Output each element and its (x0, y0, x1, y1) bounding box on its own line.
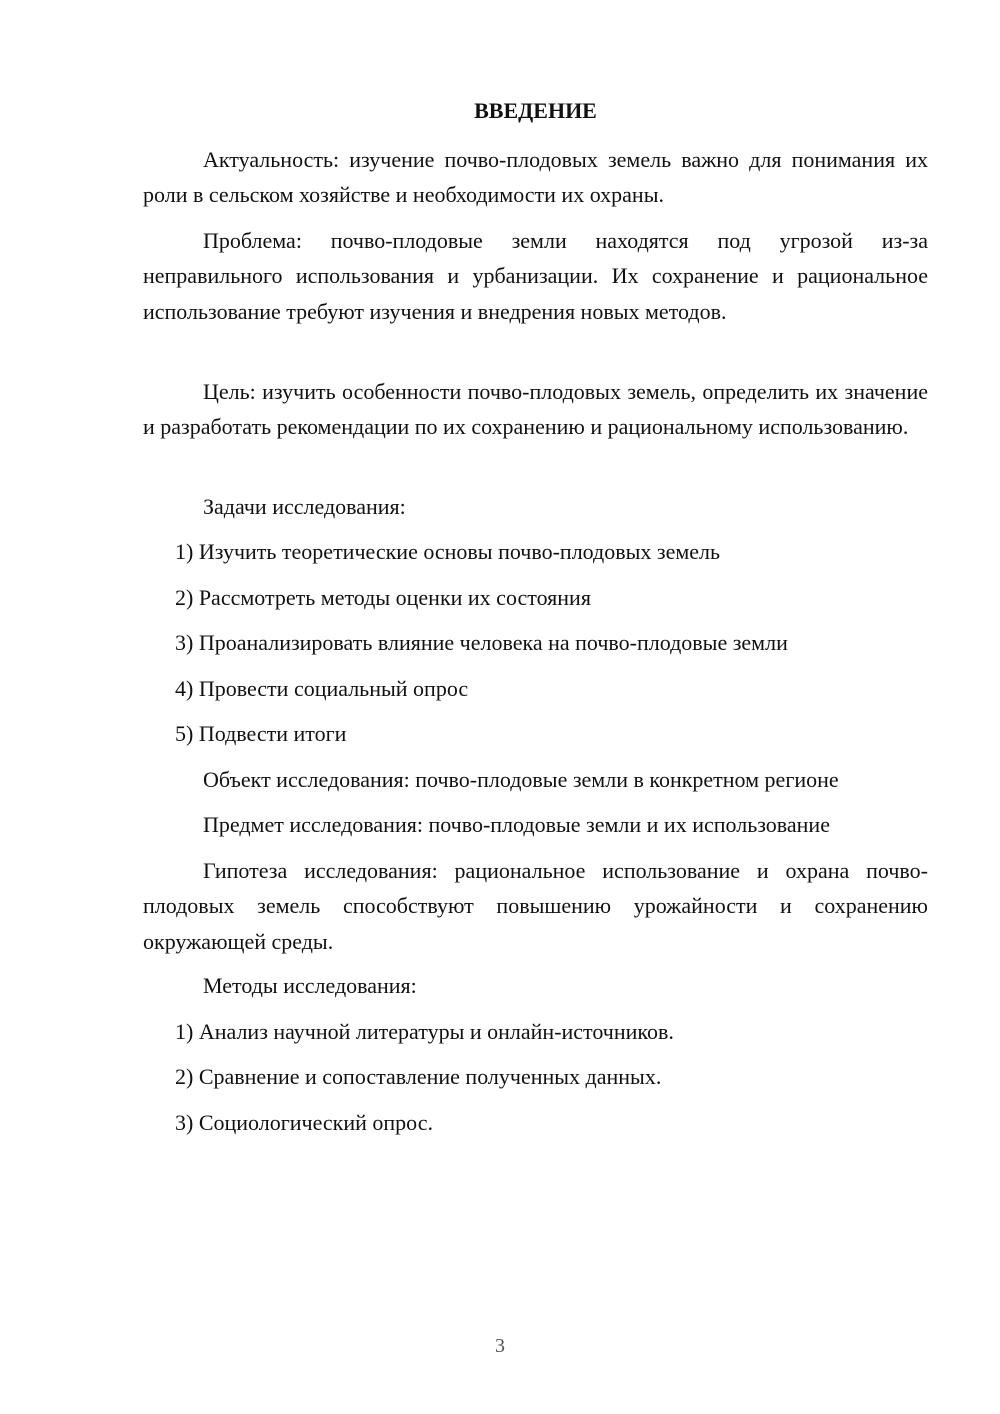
section-heading: ВВЕДЕНИЕ (474, 98, 597, 123)
problem-paragraph: Проблема: почво-плодовые земли находятся под угрозой из-за неправильного использования и урбанизации. Их сохранение и рациональное использование требуют изучения и внедрения новых методов. (143, 228, 928, 324)
research-object: Объект исследования: почво-плодовые земли в конкретном регионе (203, 767, 839, 792)
method-item-1: 1) Анализ научной литературы и онлайн-источников. (175, 1019, 674, 1044)
methods-title: Методы исследования: (203, 973, 417, 998)
hypothesis-paragraph: Гипотеза исследования: рациональное использование и охрана почво-плодовых земель способствуют повышению урожайности и сохранению окружающей среды. (143, 858, 928, 954)
tasks-title: Задачи исследования: (203, 494, 406, 519)
task-item-5: 5) Подвести итоги (175, 721, 347, 746)
relevance-paragraph: Актуальность: изучение почво-плодовых земель важно для понимания их роли в сельском хозяйстве и необходимости их охраны. (143, 147, 928, 208)
task-item-4: 4) Провести социальный опрос (175, 676, 469, 701)
task-item-3: 3) Проанализировать влияние человека на почво-плодовые земли (175, 630, 788, 655)
page-number: 3 (495, 1335, 505, 1357)
task-item-2: 2) Рассмотреть методы оценки их состояния (175, 585, 591, 610)
goal-paragraph: Цель: изучить особенности почво-плодовых земель, определить их значение и разработать рекомендации по их сохранению и рациональному использованию. (143, 379, 928, 440)
method-item-3: 3) Социологический опрос. (175, 1110, 433, 1135)
research-subject: Предмет исследования: почво-плодовые земли и их использование (203, 812, 830, 837)
method-item-2: 2) Сравнение и сопоставление полученных данных. (175, 1064, 662, 1089)
task-item-1: 1) Изучить теоретические основы почво-плодовых земель (175, 539, 721, 564)
